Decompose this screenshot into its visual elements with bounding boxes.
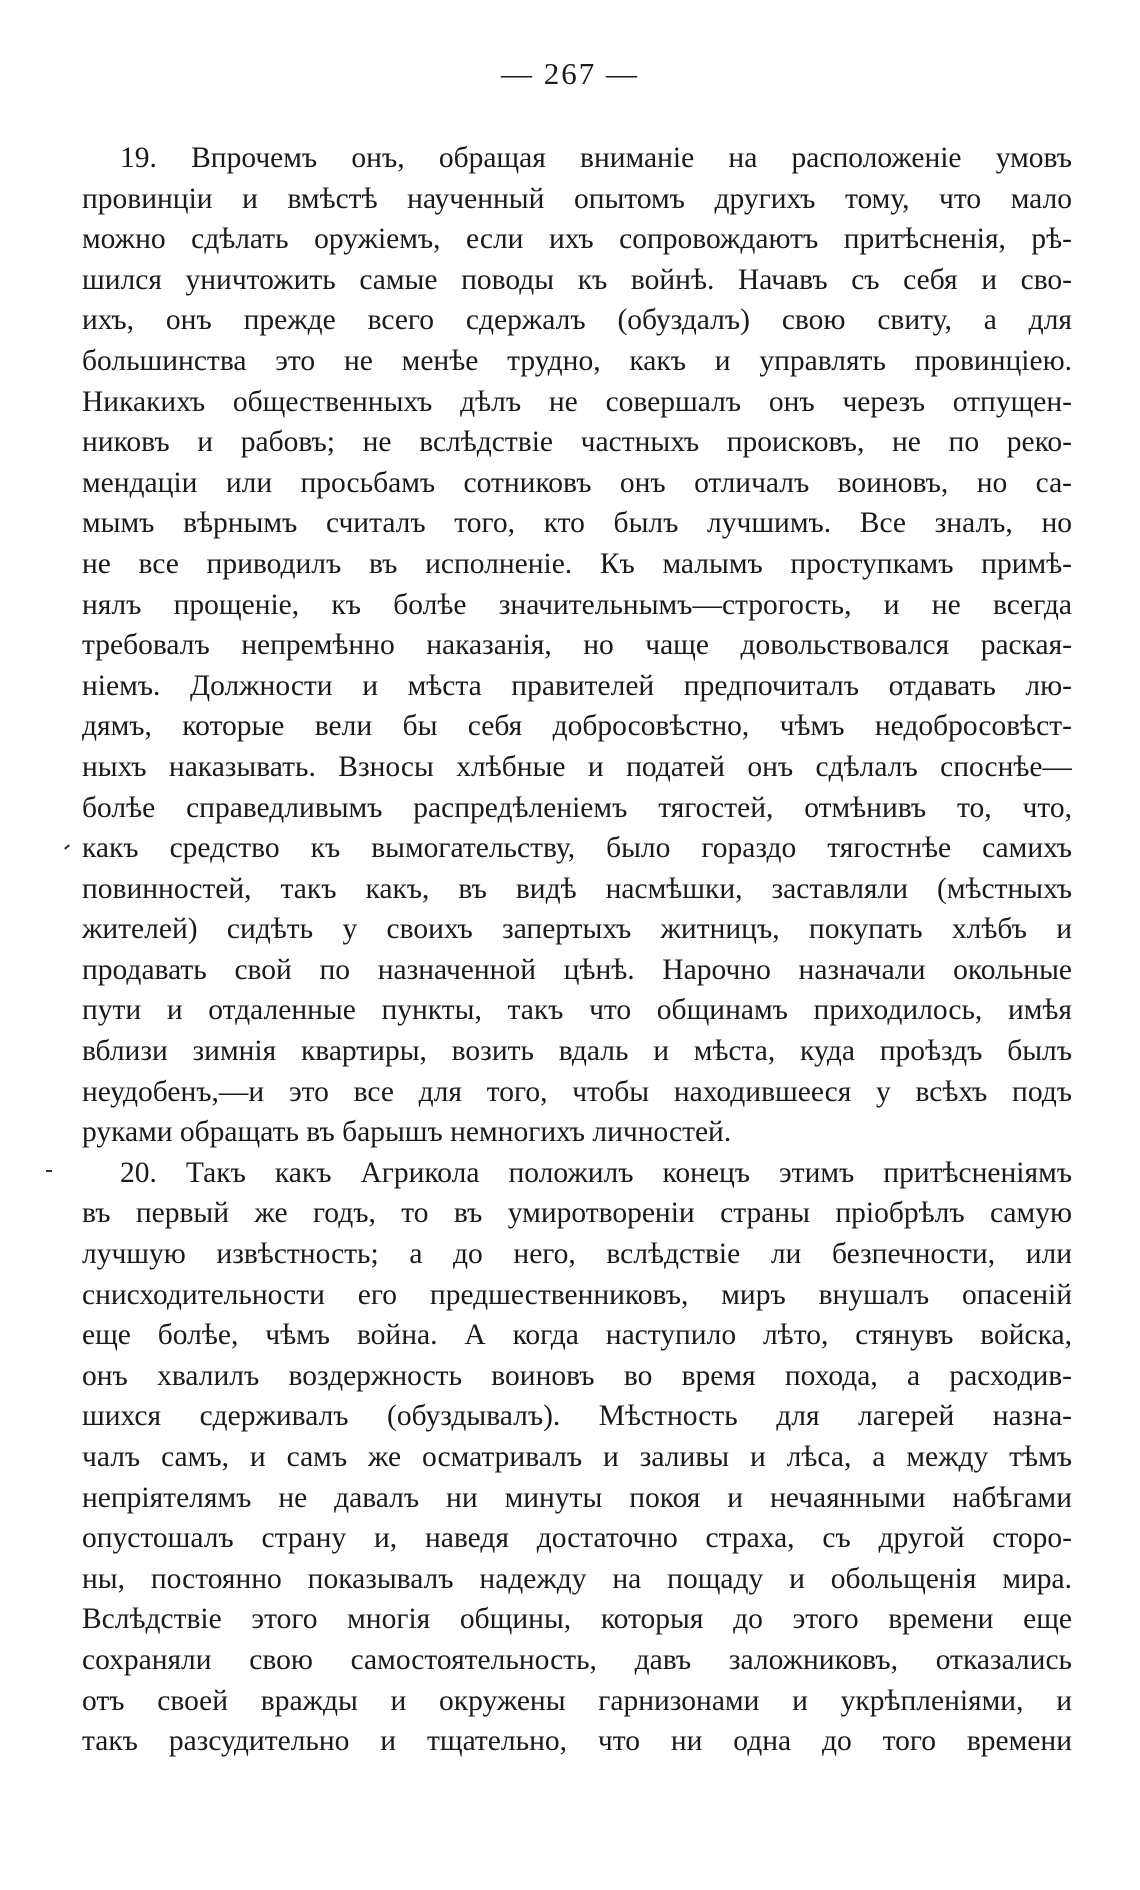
stray-ink-mark <box>64 844 70 849</box>
text-line: онъ хвалилъ воздержность воиновъ во время похода, а расходив- <box>82 1359 1072 1392</box>
text-line: вблизи зимнія квартиры, возить вдаль и мѣста, куда проѣздъ былъ <box>82 1035 1072 1068</box>
text-line: такъ разсудительно и тщательно, что ни одна до того времени <box>82 1725 1072 1758</box>
text-line: 19. Впрочемъ онъ, обращая вниманіе на расположеніе умовъ <box>120 142 1072 174</box>
text-line: провинціи и вмѣстѣ наученный опытомъ другихъ тому, что мало <box>82 182 1072 215</box>
text-line: мендаціи или просьбамъ сотниковъ онъ отличалъ воиновъ, но са- <box>82 466 1072 499</box>
text-line: можно сдѣлать оружіемъ, если ихъ сопровождаютъ притѣсненія, рѣ- <box>82 223 1072 256</box>
page-number: — 267 — <box>501 56 639 91</box>
text-line: большинства это не менѣе трудно, какъ и управлять провинціею. <box>82 344 1072 377</box>
body-text <box>82 138 1072 1762</box>
text-line: Вслѣдствіе этого многія общины, которыя до этого времени еще <box>82 1603 1072 1636</box>
text-line: повинностей, такъ какъ, въ видѣ насмѣшки, заставляли (мѣстныхъ <box>82 872 1072 905</box>
text-line: дямъ, которые вели бы себя добросовѣстно, чѣмъ недобросовѣст- <box>82 710 1072 743</box>
text-line: ихъ, онъ прежде всего сдержалъ (обуздалъ) свою свиту, а для <box>82 304 1072 337</box>
text-line: лучшую извѣстность; а до него, вслѣдствіе ли безпечности, или <box>82 1238 1072 1271</box>
text-line: нялъ прощеніе, къ болѣе значительнымъ—строгость, и не всегда <box>82 588 1072 621</box>
text-line: непріятелямъ не давалъ ни минуты покоя и нечаянными набѣгами <box>82 1481 1072 1514</box>
text-line: требовалъ непремѣнно наказанія, но чаще довольствовался раская- <box>82 629 1072 662</box>
text-line: шихся сдерживалъ (обуздывалъ). Мѣстность для лагерей назна- <box>82 1400 1072 1433</box>
stray-ink-mark <box>46 1170 52 1172</box>
text-line: 20. Такъ какъ Агрикола положилъ конецъ этимъ притѣсненіямъ <box>120 1156 1072 1189</box>
text-line: пути и отдаленные пункты, такъ что общинамъ приходилось, имѣя <box>82 994 1072 1027</box>
text-line: въ первый же годъ, то въ умиротвореніи страны пріобрѣлъ самую <box>82 1197 1072 1230</box>
text-line: руками обращать въ барышъ немногихъ личностей. <box>82 1116 732 1149</box>
text-line: какъ средство къ вымогательству, было гораздо тягостнѣе самихъ <box>82 832 1072 865</box>
text-line: шился уничтожить самые поводы къ войнѣ. Начавъ съ себя и сво- <box>82 263 1072 296</box>
text-line: жителей) сидѣть у своихъ запертыхъ житницъ, покупать хлѣбъ и <box>82 913 1072 946</box>
text-line: еще болѣе, чѣмъ война. А когда наступило лѣто, стянувъ войска, <box>82 1319 1072 1352</box>
text-line: отъ своей вражды и окружены гарнизонами и укрѣпленіями, и <box>82 1684 1072 1717</box>
text-line: мымъ вѣрнымъ считалъ того, кто былъ лучшимъ. Все зналъ, но <box>82 507 1072 540</box>
text-line: ніемъ. Должности и мѣста правителей предпочиталъ отдавать лю- <box>82 669 1072 702</box>
text-line: ны, постоянно показывалъ надежду на пощаду и обольщенія мира. <box>82 1562 1072 1595</box>
text-line: продавать свой по назначенной цѣнѣ. Нарочно назначали окольные <box>82 953 1072 986</box>
text-line: болѣе справедливымъ распредѣленіемъ тягостей, отмѣнивъ то, что, <box>82 791 1072 824</box>
text-line: снисходительности его предшественниковъ, миръ внушалъ опасеній <box>82 1278 1072 1311</box>
text-line: чалъ самъ, и самъ же осматривалъ и заливы и лѣса, а между тѣмъ <box>82 1441 1072 1473</box>
text-line: не все приводилъ въ исполненіе. Къ малымъ проступкамъ примѣ- <box>82 547 1072 580</box>
text-line: Никакихъ общественныхъ дѣлъ не совершалъ онъ черезъ отпущен- <box>82 385 1072 418</box>
text-line: сохраняли свою самостоятельность, давъ заложниковъ, отказались <box>82 1643 1072 1676</box>
text-line: опустошалъ страну и, наведя достаточно страха, съ другой сторо- <box>82 1522 1072 1555</box>
text-line: ныхъ наказывать. Взносы хлѣбные и податей онъ сдѣлалъ споснѣе— <box>82 750 1072 783</box>
text-line: никовъ и рабовъ; не вслѣдствіе частныхъ происковъ, не по реко- <box>82 426 1072 459</box>
text-line: неудобенъ,—и это все для того, чтобы находившееся у всѣхъ подъ <box>82 1075 1072 1108</box>
